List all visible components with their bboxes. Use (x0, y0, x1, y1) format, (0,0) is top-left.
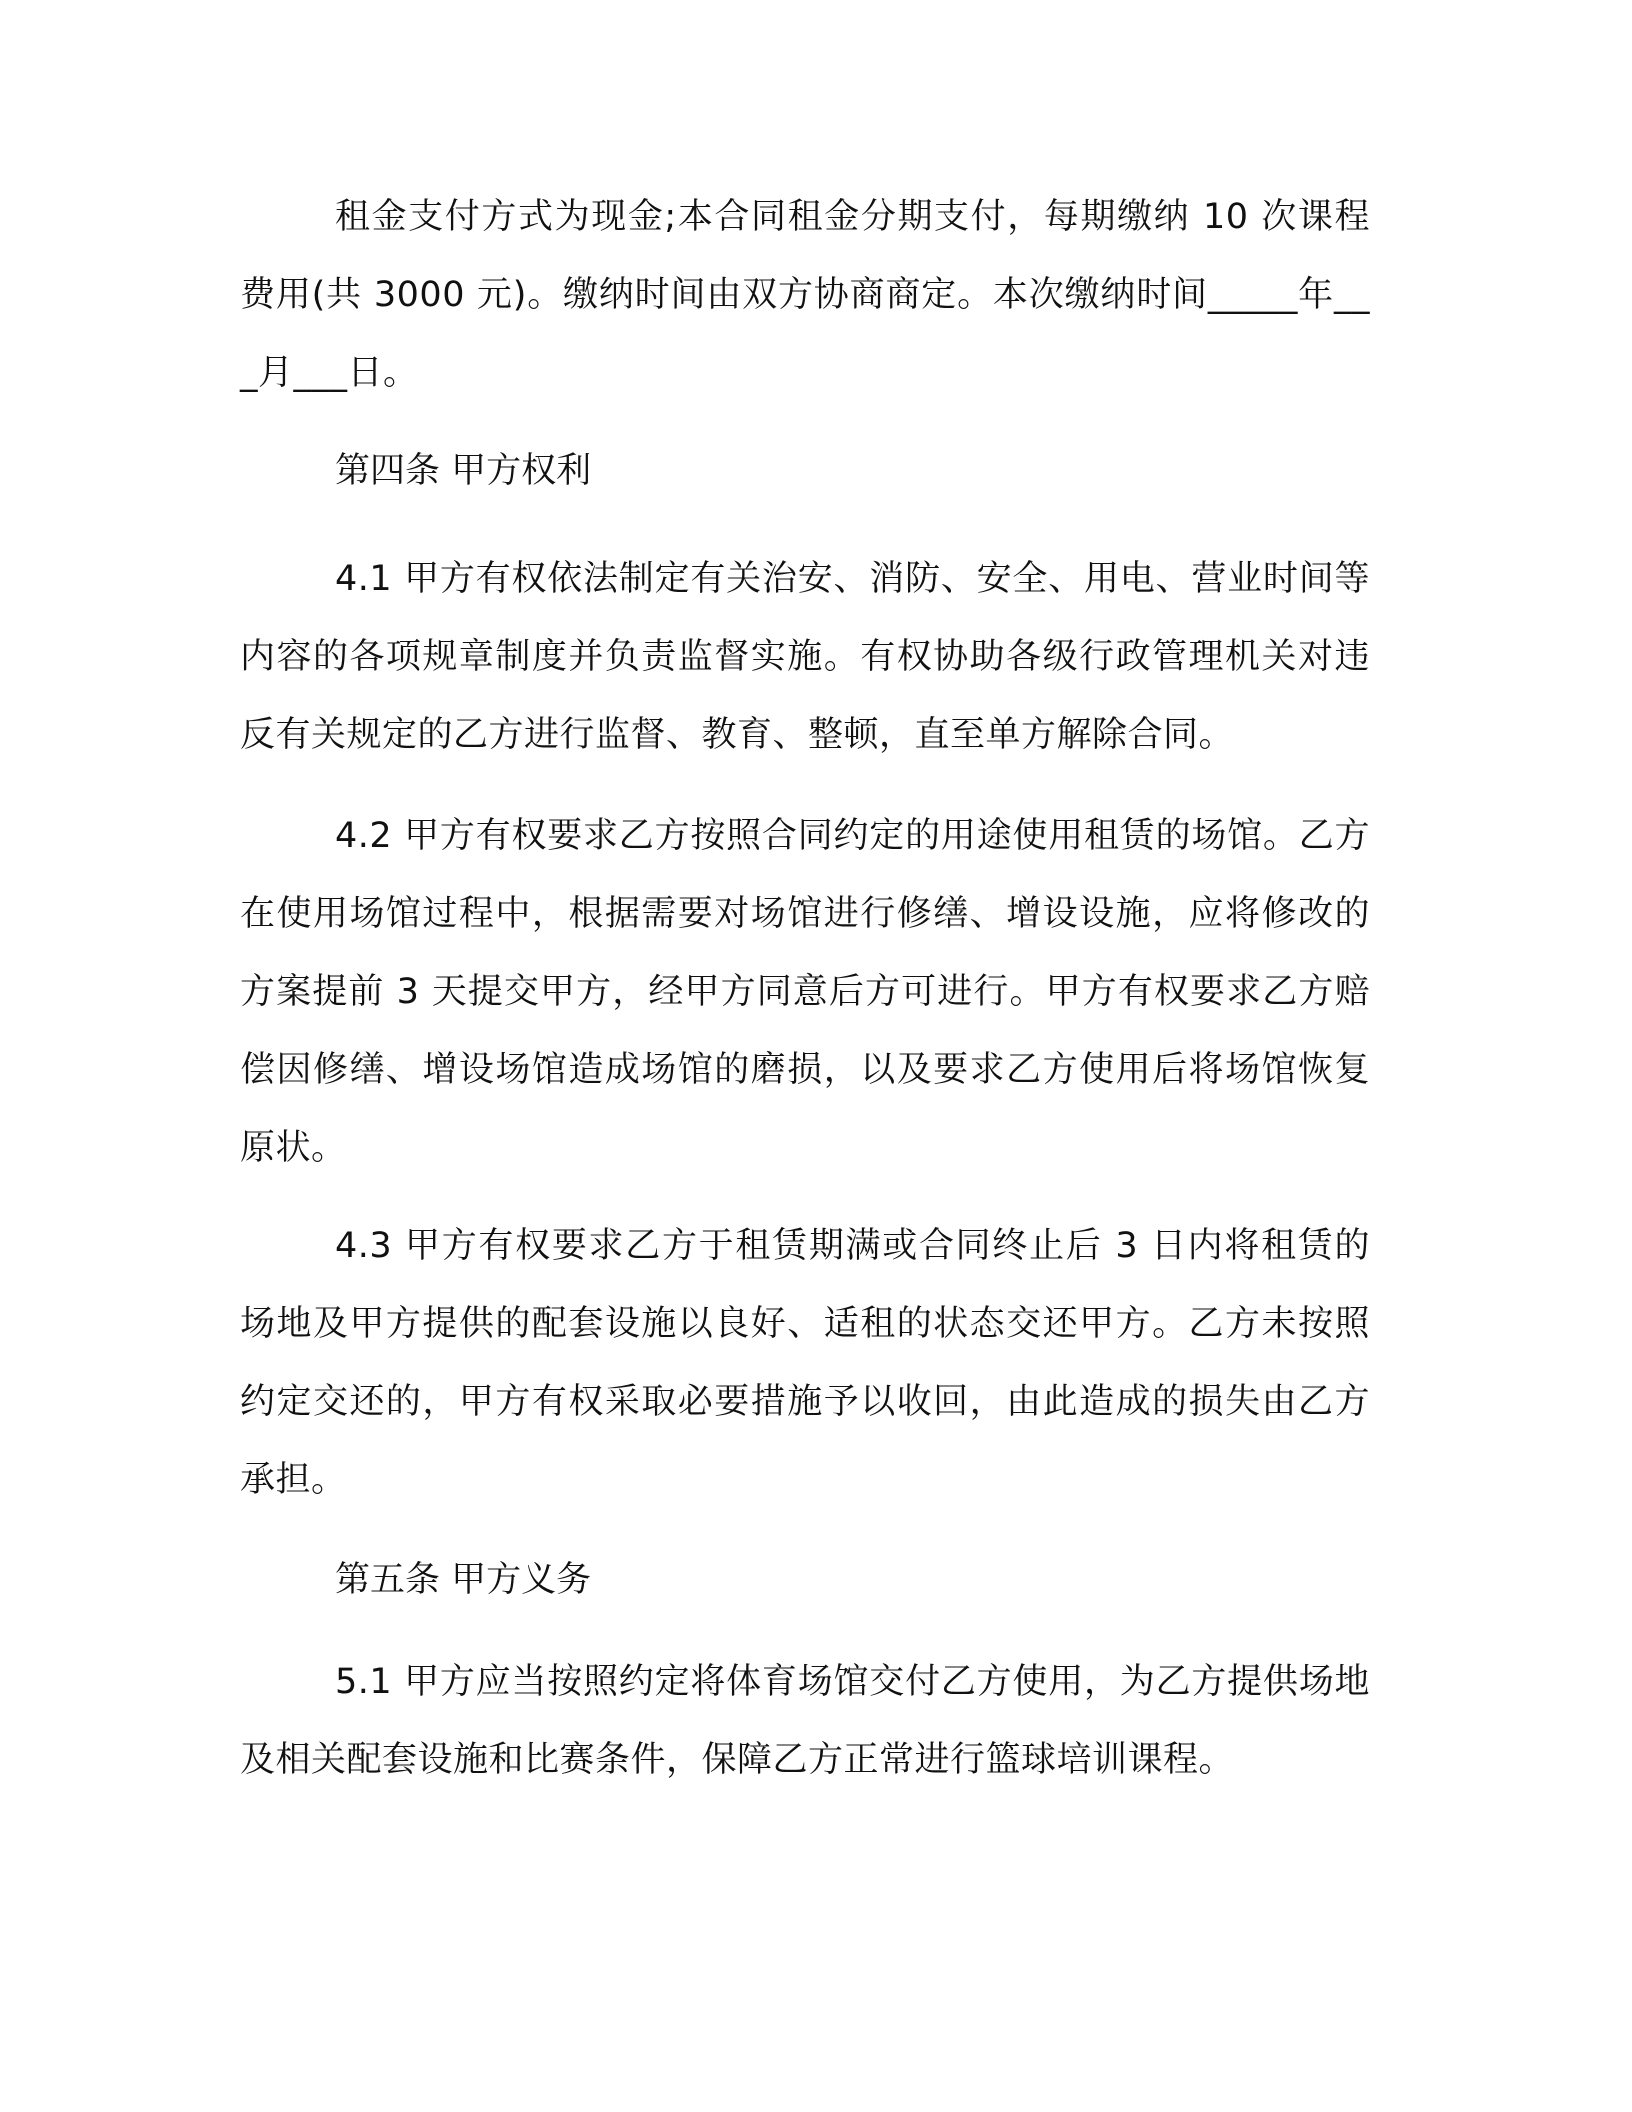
paragraph-clause-4-3: 4.3 甲方有权要求乙方于租赁期满或合同终止后 3 日内将租赁的场地及甲方提供的配套设施以良好、适租的状态交还甲方。乙方未按照约定交还的，甲方有权采取必要措施予以收回，由此造成的损失由乙方承担。 (240, 1226, 1370, 1500)
section-heading-article-4: 第四条 甲方权利 (335, 451, 592, 491)
paragraph-clause-5-1: 5.1 甲方应当按照约定将体育场馆交付乙方使用，为乙方提供场地及相关配套设施和比赛条件，保障乙方正常进行篮球培训课程。 (240, 1662, 1370, 1780)
paragraph-clause-4-2: 4.2 甲方有权要求乙方按照合同约定的用途使用租赁的场馆。乙方在使用场馆过程中，根据需要对场馆进行修缮、增设设施，应将修改的方案提前 3 天提交甲方，经甲方同意后方可进行。甲方有权要求乙方赔偿因修缮、增设场馆造成场馆的磨损，以及要求乙方使用后将场馆恢复原状。 (240, 816, 1370, 1168)
paragraph-clause-4-1: 4.1 甲方有权依法制定有关治安、消防、安全、用电、营业时间等内容的各项规章制度并负责监督实施。有权协助各级行政管理机关对违反有关规定的乙方进行监督、教育、整顿，直至单方解除合同。 (240, 559, 1370, 755)
section-heading-article-5: 第五条 甲方义务 (335, 1560, 592, 1600)
paragraph-rent-payment: 租金支付方式为现金;本合同租金分期支付，每期缴纳 10 次课程费用(共 3000 元)。缴纳时间由双方协商商定。本次缴纳时间_____年___月___日。 (240, 197, 1370, 393)
